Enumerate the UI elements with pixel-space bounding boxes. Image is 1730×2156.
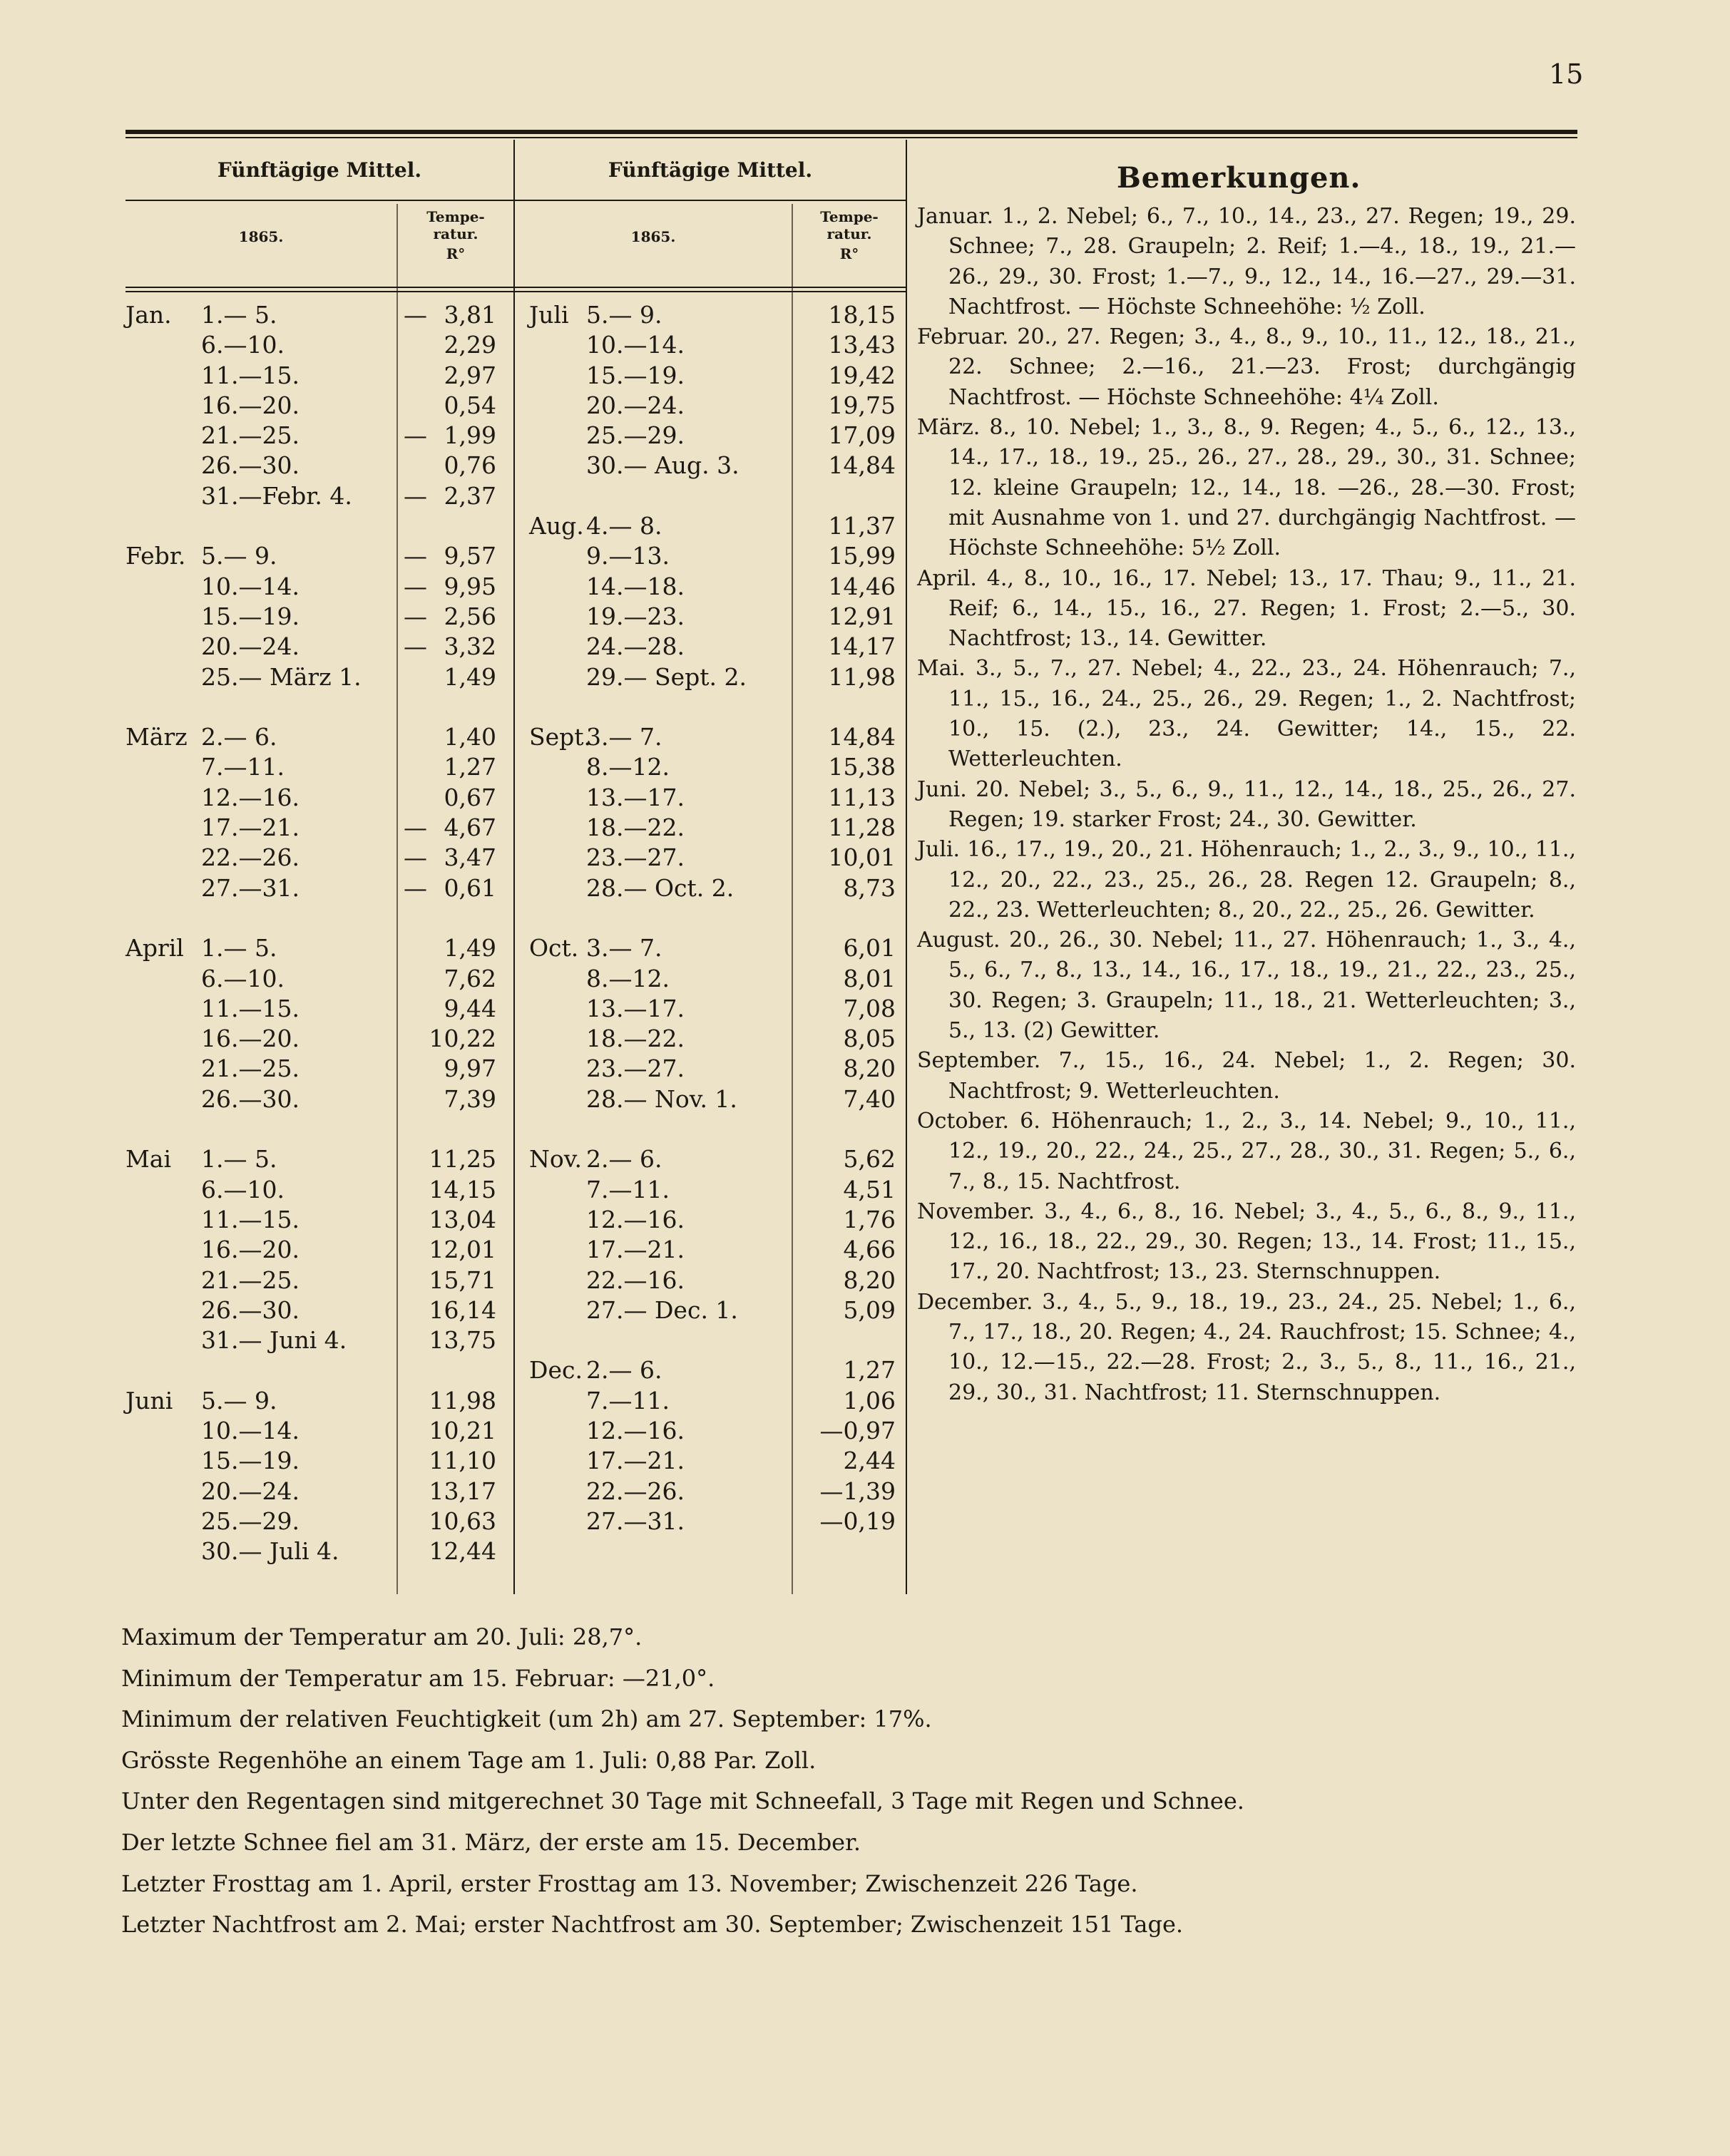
header-line: [515, 200, 906, 201]
table-row: [529, 391, 900, 421]
left-temp-header: [398, 208, 513, 262]
table-row: [529, 1506, 900, 1536]
temperature-value: 10,01: [828, 843, 896, 872]
table-row: [126, 1386, 513, 1416]
temperature-value: 18,15: [828, 301, 896, 329]
table-divider: [513, 140, 515, 1594]
temperature-value: 5,09: [843, 1295, 896, 1324]
temperature-value: 13,75: [429, 1326, 496, 1355]
table-row: [529, 1295, 900, 1325]
table-row: [126, 391, 513, 421]
period-label: 25.— März 1.: [201, 662, 362, 691]
period-label: 20.—24.: [586, 391, 685, 419]
temperature-value: 8,20: [843, 1266, 896, 1294]
temperature-value: 1,40: [444, 723, 496, 751]
month-label: Juli: [529, 301, 569, 329]
temperature-value: 15,38: [828, 753, 896, 781]
temperature-value: 9,44: [444, 994, 496, 1022]
period-label: 8.—12.: [586, 964, 670, 992]
period-label: 27.— Dec. 1.: [586, 1295, 738, 1324]
table-row: [126, 1114, 513, 1144]
table-row: [126, 873, 513, 903]
table-row: [529, 1446, 900, 1476]
summary-line: Letzter Nachtfrost am 2. Mai; erster Nachtfrost am 30. September; Zwischenzeit 151 Tage.: [121, 1911, 1184, 1939]
table-row: [529, 1175, 900, 1205]
period-label: 1.— 5.: [201, 934, 277, 962]
period-label: 28.— Nov. 1.: [586, 1084, 737, 1113]
sign-label: —: [404, 632, 427, 661]
temperature-value: 15,99: [828, 542, 896, 570]
temperature-value: 10,21: [429, 1416, 496, 1444]
table-row: [126, 1446, 513, 1476]
period-label: 16.—20.: [201, 1236, 300, 1264]
period-label: 28.— Oct. 2.: [586, 873, 735, 902]
remark-entry: Februar. 20., 27. Regen; 3., 4., 8., 9., 10., 11., 12., 18., 21., 22. Schnee; 2.—16., 21.—23. Frost; durchgängig Nachtfrost. — Höchste Schneehöhe: 4¼ Zoll.: [917, 324, 1576, 410]
table-row: [126, 1175, 513, 1205]
table-row: [126, 964, 513, 994]
temperature-value: 0,61: [444, 873, 496, 902]
period-label: 30.— Aug. 3.: [586, 451, 739, 480]
sign-label: —: [404, 421, 427, 450]
summary-line: Unter den Regentagen sind mitgerechnet 30 Tage mit Schneefall, 3 Tage mit Regen und Schnee.: [121, 1787, 1244, 1815]
period-label: 14.—18.: [586, 572, 685, 600]
table-row: [529, 602, 900, 632]
month-label: April: [126, 934, 184, 962]
table-row: [126, 1266, 513, 1295]
sign-label: —: [404, 572, 427, 600]
table-row: [529, 1325, 900, 1355]
table-row: [126, 722, 513, 752]
period-label: 7.—11.: [201, 753, 285, 781]
header-line: [515, 291, 906, 292]
table-row: [529, 1266, 900, 1295]
table-row: [126, 1235, 513, 1265]
period-label: 11.—15.: [201, 1205, 300, 1233]
remarks-title: Bemerkungen.: [1117, 161, 1361, 195]
table-row: [529, 1477, 900, 1506]
period-label: 27.—31.: [201, 873, 300, 902]
temperature-value: 12,44: [429, 1537, 496, 1566]
table-row: [529, 843, 900, 873]
table-row: [529, 722, 900, 752]
table-row: [126, 602, 513, 632]
temperature-value: —0,97: [819, 1416, 896, 1444]
table-row: [529, 783, 900, 813]
temperature-value: 13,04: [429, 1205, 496, 1233]
temperature-value: 7,40: [843, 1084, 896, 1113]
table-row: [529, 572, 900, 602]
remark-entry: September. 7., 15., 16., 24. Nebel; 1., 2. Regen; 30. Nachtfrost; 9. Wetterleuchten.: [917, 1048, 1576, 1104]
table-row: [529, 873, 900, 903]
table-row: [529, 1114, 900, 1144]
remark-entry: Mai. 3., 5., 7., 27. Nebel; 4., 22., 23., 24. Höhenrauch; 7., 11., 15., 16., 24., 25., 26., 29. Regen; 1., 2. Nachtfrost; 10., 15. (2.), 23., 24. Gewitter; 14., 15., 22. Wetterleuchten.: [917, 656, 1576, 772]
remark-entry: Juli. 16., 17., 19., 20., 21. Höhenrauch; 1., 2., 3., 9., 10., 11., 12., 20., 22., 23., 25., 26., 28. Regen 12. Graupeln; 8., 22., 23. Wetterleuchten; 8., 20., 22., 25., 26. Gewitter.: [917, 837, 1576, 923]
temp-header-line1: Tempe-: [820, 208, 879, 225]
summary-line: Grösste Regenhöhe an einem Tage am 1. Juli: 0,88 Par. Zoll.: [121, 1746, 817, 1774]
temperature-value: 14,46: [828, 572, 896, 600]
period-label: 11.—15.: [201, 361, 300, 389]
table-row: [126, 1506, 513, 1536]
table-row: [126, 1084, 513, 1114]
period-label: 12.—16.: [586, 1205, 685, 1233]
table-row: [529, 330, 900, 360]
period-label: 5.— 9.: [586, 301, 662, 329]
temperature-value: 10,63: [429, 1506, 496, 1535]
remark-entry: October. 6. Höhenrauch; 1., 2., 3., 14. Nebel; 9., 10., 11., 12., 19., 20., 22., 24., 25., 27., 28., 30., 31. Regen; 5., 6., 7., 8., 15. Nachtfrost.: [917, 1108, 1576, 1194]
period-label: 9.—13.: [586, 542, 670, 570]
table-row: [529, 632, 900, 662]
table-divider: [906, 140, 907, 1594]
table-row: [126, 1416, 513, 1446]
remark-entry: November. 3., 4., 6., 8., 16. Nebel; 3., 4., 5., 6., 8., 9., 11., 12., 16., 18., 22., 29., 30. Regen; 13., 14. Frost; 11., 15., 17., 20. Nachtfrost; 13., 23. Sternschnuppen.: [917, 1198, 1576, 1285]
period-label: 10.—14.: [201, 572, 300, 600]
period-label: 12.—16.: [201, 783, 300, 811]
temp-unit: R°: [446, 245, 466, 262]
header-line: [126, 291, 513, 292]
month-label: Mai: [126, 1145, 172, 1174]
table-row: [126, 541, 513, 571]
top-rule: [126, 130, 1577, 134]
summary-list: [121, 1617, 1547, 1946]
table-row: [126, 662, 513, 692]
period-label: 27.—31.: [586, 1506, 685, 1535]
table-row: [126, 752, 513, 782]
period-label: 3.— 7.: [586, 723, 662, 751]
remark-entry: Januar. 1., 2. Nebel; 6., 7., 10., 14., 23., 27. Regen; 19., 29. Schnee; 7., 28. Graupeln; 2. Reif; 1.—4., 18., 19., 21.—26., 29., 30. Frost; 1.—7., 9., 12., 14., 16.—27., 29.—31. Nachtfrost. — Höchste Schneehöhe: ½ Zoll.: [917, 204, 1576, 319]
table-row: [126, 933, 513, 963]
temperature-value: 11,98: [429, 1386, 496, 1415]
period-label: 29.— Sept. 2.: [586, 662, 747, 691]
left-table-header: Fünftägige Mittel.: [217, 158, 422, 182]
period-label: 20.—24.: [201, 1477, 300, 1505]
left-year-header: 1865.: [238, 228, 284, 245]
table-row: [126, 1325, 513, 1355]
temperature-value: 4,51: [843, 1175, 896, 1203]
table-row: [529, 964, 900, 994]
table-row: [126, 1295, 513, 1325]
sign-label: —: [404, 813, 427, 842]
period-label: 31.— Juni 4.: [201, 1326, 347, 1355]
month-label: Febr.: [126, 542, 186, 570]
temperature-value: 1,99: [444, 421, 496, 450]
table-row: [529, 481, 900, 511]
period-label: 6.—10.: [201, 1175, 285, 1203]
table-row: [126, 843, 513, 873]
temperature-value: 1,27: [444, 753, 496, 781]
table-row: [529, 1235, 900, 1265]
temperature-value: 7,62: [444, 964, 496, 992]
table-row: [126, 1205, 513, 1235]
month-label: Dec.: [529, 1356, 583, 1385]
table-row: [126, 511, 513, 541]
temperature-value: 4,66: [843, 1236, 896, 1264]
period-label: 19.—23.: [586, 602, 685, 630]
table-row: [126, 692, 513, 722]
temperature-value: 12,01: [429, 1236, 496, 1264]
period-label: 13.—17.: [586, 994, 685, 1022]
temperature-value: 1,76: [843, 1205, 896, 1233]
temperature-value: 11,98: [828, 662, 896, 691]
table-row: [126, 1144, 513, 1174]
period-label: 23.—27.: [586, 843, 685, 872]
summary-line: Minimum der Temperatur am 15. Februar: —21,0°.: [121, 1664, 715, 1692]
month-label: Jan.: [126, 301, 172, 329]
temperature-value: 6,01: [843, 934, 896, 962]
period-label: 18.—22.: [586, 1025, 685, 1053]
period-label: 21.—25.: [201, 421, 300, 450]
month-label: Aug.: [529, 512, 584, 540]
temperature-value: 14,15: [429, 1175, 496, 1203]
right-table-body: [529, 300, 900, 1536]
temperature-value: 3,47: [444, 843, 496, 872]
period-label: 6.—10.: [201, 964, 285, 992]
temperature-value: 10,22: [429, 1025, 496, 1053]
period-label: 8.—12.: [586, 753, 670, 781]
table-row: [529, 813, 900, 843]
table-row: [126, 783, 513, 813]
temperature-value: 2,44: [843, 1447, 896, 1475]
summary-line: Letzter Frosttag am 1. April, erster Frosttag am 13. November; Zwischenzeit 226 Tage.: [121, 1869, 1138, 1897]
month-label: März: [126, 723, 188, 751]
temperature-value: 2,56: [444, 602, 496, 630]
temperature-value: 7,39: [444, 1084, 496, 1113]
temperature-value: 2,37: [444, 481, 496, 510]
table-row: [126, 330, 513, 360]
period-label: 17.—21.: [586, 1236, 685, 1264]
table-row: [529, 662, 900, 692]
table-row: [126, 361, 513, 391]
temperature-value: 5,62: [843, 1145, 896, 1174]
header-line: [515, 287, 906, 288]
sign-label: —: [404, 843, 427, 872]
period-label: 10.—14.: [201, 1416, 300, 1444]
page-number: 15: [1549, 58, 1584, 90]
temperature-value: 0,54: [444, 391, 496, 419]
period-label: 16.—20.: [201, 1025, 300, 1053]
table-row: [126, 300, 513, 330]
table-row: [126, 1355, 513, 1385]
table-row: [126, 1477, 513, 1506]
period-label: 1.— 5.: [201, 1145, 277, 1174]
period-label: 17.—21.: [201, 813, 300, 842]
period-label: 25.—29.: [586, 421, 685, 450]
table-row: [126, 994, 513, 1024]
temperature-value: 14,17: [828, 632, 896, 661]
table-row: [529, 1084, 900, 1114]
sign-label: —: [404, 602, 427, 630]
temp-header-line2: ratur.: [826, 225, 872, 242]
table-row: [529, 752, 900, 782]
temperature-value: 1,27: [843, 1356, 896, 1385]
temperature-value: 9,95: [444, 572, 496, 600]
period-label: 22.—16.: [586, 1266, 685, 1294]
table-row: [529, 300, 900, 330]
period-label: 11.—15.: [201, 994, 300, 1022]
period-label: 22.—26.: [586, 1477, 685, 1505]
period-label: 15.—19.: [586, 361, 685, 389]
top-rule-thin: [126, 137, 1577, 138]
month-label: Sept.: [529, 723, 592, 751]
temperature-value: 0,76: [444, 451, 496, 480]
temperature-value: 9,57: [444, 542, 496, 570]
period-label: 7.—11.: [586, 1386, 670, 1415]
temperature-value: 11,25: [429, 1145, 496, 1174]
period-label: 17.—21.: [586, 1447, 685, 1475]
right-table-header: Fünftägige Mittel.: [608, 158, 813, 182]
temperature-value: 3,32: [444, 632, 496, 661]
table-row: [529, 1355, 900, 1385]
remark-entry: December. 3., 4., 5., 9., 18., 19., 23., 24., 25. Nebel; 1., 6., 7., 17., 18., 20. Regen; 4., 24. Rauchfrost; 15. Schnee; 4., 10., 12.—15., 22.—28. Frost; 2., 3., 5., 8., 11., 16., 21., 29., 30., 31. Nachtfrost; 11. Sternschnuppen.: [917, 1289, 1576, 1405]
period-label: 21.—25.: [201, 1266, 300, 1294]
period-label: 26.—30.: [201, 451, 300, 480]
temperature-value: —1,39: [819, 1477, 896, 1505]
temperature-value: 17,09: [828, 421, 896, 450]
period-label: 2.— 6.: [201, 723, 277, 751]
table-row: [529, 1144, 900, 1174]
period-label: 15.—19.: [201, 1447, 300, 1475]
temperature-value: 13,17: [429, 1477, 496, 1505]
table-row: [126, 572, 513, 602]
table-row: [529, 1416, 900, 1446]
temperature-value: 8,01: [843, 964, 896, 992]
period-label: 22.—26.: [201, 843, 300, 872]
table-row: [126, 451, 513, 481]
period-label: 25.—29.: [201, 1506, 300, 1535]
table-row: [126, 1536, 513, 1566]
period-label: 20.—24.: [201, 632, 300, 661]
temperature-value: 0,67: [444, 783, 496, 811]
table-row: [529, 421, 900, 451]
period-label: 4.— 8.: [586, 512, 662, 540]
period-label: 24.—28.: [586, 632, 685, 661]
month-label: Juni: [126, 1386, 173, 1415]
temperature-value: 13,43: [828, 331, 896, 359]
period-label: 23.—27.: [586, 1054, 685, 1083]
period-label: 30.— Juli 4.: [201, 1537, 339, 1566]
table-row: [529, 541, 900, 571]
period-label: 18.—22.: [586, 813, 685, 842]
temperature-value: 9,97: [444, 1054, 496, 1083]
temperature-value: 8,05: [843, 1025, 896, 1053]
temperature-value: 11,10: [429, 1447, 496, 1475]
temperature-value: 1,06: [843, 1386, 896, 1415]
temperature-value: 12,91: [828, 602, 896, 630]
temperature-value: 14,84: [828, 451, 896, 480]
remark-entry: April. 4., 8., 10., 16., 17. Nebel; 13., 17. Thau; 9., 11., 21. Reif; 6., 14., 15., 16., 27. Regen; 1. Frost; 2.—5., 30. Nachtfrost; 13., 14. Gewitter.: [917, 565, 1576, 652]
sign-label: —: [404, 301, 427, 329]
period-label: 16.—20.: [201, 391, 300, 419]
sign-label: —: [404, 542, 427, 570]
temperature-value: —0,19: [819, 1506, 896, 1535]
remarks-list: [917, 202, 1576, 1408]
table-row: [529, 1054, 900, 1084]
period-label: 26.—30.: [201, 1295, 300, 1324]
summary-line: Minimum der relativen Feuchtigkeit (um 2h) am 27. September: 17%.: [121, 1705, 932, 1733]
period-label: 12.—16.: [586, 1416, 685, 1444]
temperature-value: 14,84: [828, 723, 896, 751]
temp-header-line2: ratur.: [433, 225, 478, 242]
temperature-value: 11,37: [828, 512, 896, 540]
table-row: [126, 481, 513, 511]
temperature-value: 11,28: [828, 813, 896, 842]
left-table-body: [126, 300, 513, 1566]
right-year-header: 1865.: [630, 228, 676, 245]
period-label: 2.— 6.: [586, 1356, 662, 1385]
temp-header-line1: Tempe-: [426, 208, 485, 225]
table-row: [529, 1024, 900, 1054]
temperature-value: 16,14: [429, 1295, 496, 1324]
month-label: Nov.: [529, 1145, 582, 1174]
table-row: [529, 933, 900, 963]
temperature-value: 8,20: [843, 1054, 896, 1083]
temperature-value: 2,29: [444, 331, 496, 359]
period-label: 3.— 7.: [586, 934, 662, 962]
temperature-value: 8,73: [843, 873, 896, 902]
temperature-value: 4,67: [444, 813, 496, 842]
temperature-value: 7,08: [843, 994, 896, 1022]
table-row: [529, 692, 900, 722]
table-row: [529, 1386, 900, 1416]
temperature-value: 19,75: [828, 391, 896, 419]
period-label: 26.—30.: [201, 1084, 300, 1113]
temperature-value: 15,71: [429, 1266, 496, 1294]
period-label: 7.—11.: [586, 1175, 670, 1203]
period-label: 1.— 5.: [201, 301, 277, 329]
table-row: [529, 1205, 900, 1235]
period-label: 6.—10.: [201, 331, 285, 359]
period-label: 13.—17.: [586, 783, 685, 811]
table-row: [126, 1024, 513, 1054]
table-row: [126, 1054, 513, 1084]
period-label: 5.— 9.: [201, 542, 277, 570]
period-label: 10.—14.: [586, 331, 685, 359]
table-row: [126, 903, 513, 933]
summary-line: Der letzte Schnee fiel am 31. März, der erste am 15. December.: [121, 1828, 861, 1856]
sign-label: —: [404, 481, 427, 510]
table-row: [529, 511, 900, 541]
table-row: [529, 994, 900, 1024]
month-label: Oct.: [529, 934, 579, 962]
table-row: [529, 451, 900, 481]
header-line: [126, 200, 513, 201]
temperature-value: 11,13: [828, 783, 896, 811]
temperature-value: 2,97: [444, 361, 496, 389]
table-row: [529, 361, 900, 391]
period-label: 15.—19.: [201, 602, 300, 630]
remark-entry: Juni. 20. Nebel; 3., 5., 6., 9., 11., 12., 14., 18., 25., 26., 27. Regen; 19. starker Frost; 24., 30. Gewitter.: [917, 776, 1576, 832]
period-label: 5.— 9.: [201, 1386, 277, 1415]
right-temp-header: [793, 208, 906, 262]
table-row: [126, 632, 513, 662]
summary-line: Maximum der Temperatur am 20. Juli: 28,7°.: [121, 1623, 643, 1651]
temperature-value: 19,42: [828, 361, 896, 389]
table-row: [529, 903, 900, 933]
temp-unit: R°: [839, 245, 859, 262]
header-line: [126, 287, 513, 288]
period-label: 31.—Febr. 4.: [201, 481, 352, 510]
remark-entry: August. 20., 26., 30. Nebel; 11., 27. Höhenrauch; 1., 3., 4., 5., 6., 7., 8., 13., 14., 16., 17., 18., 19., 21., 22., 23., 25., 30. Regen; 3. Graupeln; 11., 18., 21. Wetterleuchten; 3., 5., 13. (2) Gewitter.: [917, 928, 1576, 1044]
temperature-value: 1,49: [444, 934, 496, 962]
period-label: 21.—25.: [201, 1054, 300, 1083]
sign-label: —: [404, 873, 427, 902]
table-row: [126, 421, 513, 451]
table-row: [126, 813, 513, 843]
temperature-value: 3,81: [444, 301, 496, 329]
temperature-value: 1,49: [444, 662, 496, 691]
period-label: 2.— 6.: [586, 1145, 662, 1174]
remark-entry: März. 8., 10. Nebel; 1., 3., 8., 9. Regen; 4., 5., 6., 12., 13., 14., 17., 18., 19., 25., 26., 27., 28., 29., 30., 31. Schnee; 12. kleine Graupeln; 12., 14., 18. —26., 28.—30. Frost; mit Ausnahme von 1. und 27. durchgängig Nachtfrost. — Höchste Schneehöhe: 5½ Zoll.: [917, 415, 1576, 561]
